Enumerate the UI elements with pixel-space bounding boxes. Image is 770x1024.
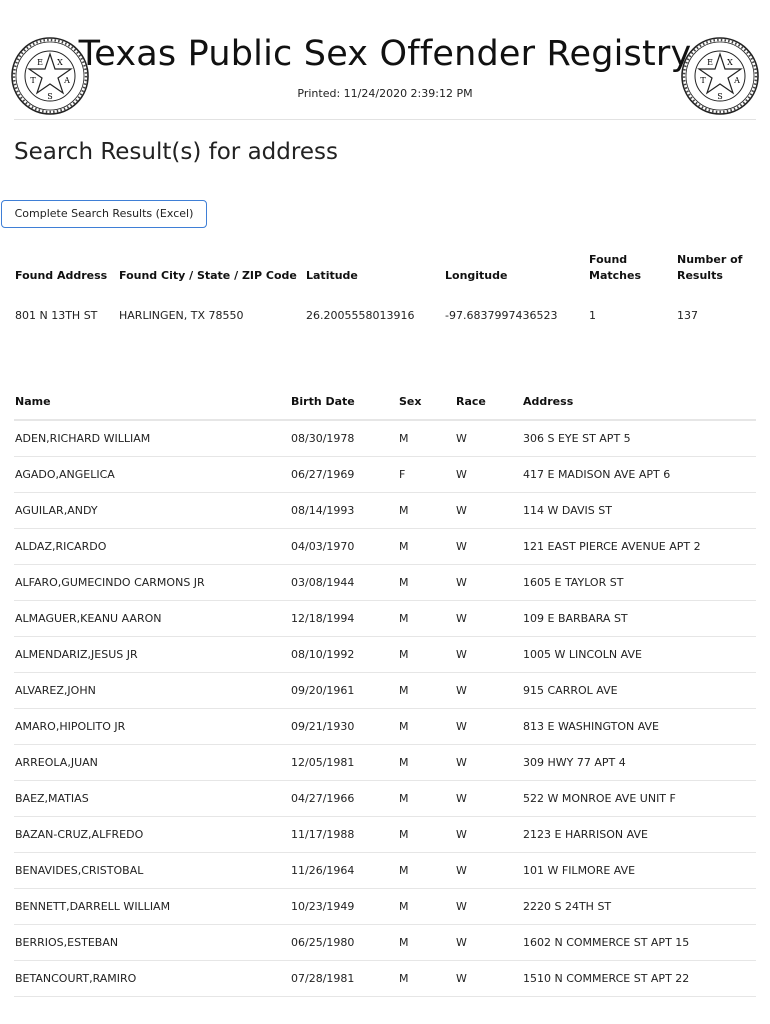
cell-name: ALFARO,GUMECINDO CARMONS JR <box>14 565 290 601</box>
cell-race: W <box>455 601 522 637</box>
cell-address: 2123 E HARRISON AVE <box>522 817 756 853</box>
cell-birth-date: 10/23/1949 <box>290 889 398 925</box>
cell-race: W <box>455 889 522 925</box>
cell-sex: M <box>398 853 455 889</box>
cell-name: BAEZ,MATIAS <box>14 781 290 817</box>
svg-text:T: T <box>700 76 706 85</box>
col-birth-date: Birth Date <box>290 386 398 420</box>
cell-birth-date: 09/20/1961 <box>290 673 398 709</box>
cell-address: 306 S EYE ST APT 5 <box>522 420 756 457</box>
cell-birth-date: 08/14/1993 <box>290 493 398 529</box>
offender-results-table <box>14 386 756 997</box>
table-row <box>14 853 756 889</box>
table-row <box>14 925 756 961</box>
col-number-of-results: Number of Results <box>677 253 743 282</box>
cell-birth-date: 12/05/1981 <box>290 745 398 781</box>
cell-name: AGADO,ANGELICA <box>14 457 290 493</box>
svg-text:X: X <box>57 58 63 67</box>
cell-address: 101 W FILMORE AVE <box>522 853 756 889</box>
cell-name: ADEN,RICHARD WILLIAM <box>14 420 290 457</box>
cell-name: ALVAREZ,JOHN <box>14 673 290 709</box>
cell-name: AMARO,HIPOLITO JR <box>14 709 290 745</box>
cell-race: W <box>455 745 522 781</box>
svg-text:T: T <box>30 76 36 85</box>
cell-address: 417 E MADISON AVE APT 6 <box>522 457 756 493</box>
cell-birth-date: 08/30/1978 <box>290 420 398 457</box>
cell-race: W <box>455 781 522 817</box>
cell-birth-date: 08/10/1992 <box>290 637 398 673</box>
cell-sex: M <box>398 601 455 637</box>
number-of-results-value: 137 <box>677 309 698 322</box>
city-state-zip-value: HARLINGEN, TX 78550 <box>119 309 244 322</box>
cell-name: ALMAGUER,KEANU AARON <box>14 601 290 637</box>
cell-address: 1605 E TAYLOR ST <box>522 565 756 601</box>
cell-birth-date: 04/27/1966 <box>290 781 398 817</box>
cell-sex: M <box>398 637 455 673</box>
cell-birth-date: 06/27/1969 <box>290 457 398 493</box>
cell-address: 522 W MONROE AVE UNIT F <box>522 781 756 817</box>
col-address: Address <box>522 386 756 420</box>
longitude-value: -97.6837997436523 <box>445 309 558 322</box>
cell-sex: M <box>398 961 455 997</box>
cell-birth-date: 12/18/1994 <box>290 601 398 637</box>
cell-address: 915 CARROL AVE <box>522 673 756 709</box>
cell-birth-date: 07/28/1981 <box>290 961 398 997</box>
table-row <box>14 565 756 601</box>
cell-race: W <box>455 925 522 961</box>
cell-sex: F <box>398 457 455 493</box>
col-city-state-zip: Found City / State / ZIP Code <box>119 269 297 282</box>
cell-race: W <box>455 493 522 529</box>
col-found-matches: Found Matches <box>589 253 641 282</box>
cell-name: AGUILAR,ANDY <box>14 493 290 529</box>
table-row <box>14 457 756 493</box>
cell-name: BENAVIDES,CRISTOBAL <box>14 853 290 889</box>
cell-name: BETANCOURT,RAMIRO <box>14 961 290 997</box>
col-name: Name <box>14 386 290 420</box>
cell-sex: M <box>398 673 455 709</box>
cell-name: BAZAN-CRUZ,ALFREDO <box>14 817 290 853</box>
cell-birth-date: 04/03/1970 <box>290 529 398 565</box>
cell-address: 109 E BARBARA ST <box>522 601 756 637</box>
cell-race: W <box>455 565 522 601</box>
cell-sex: M <box>398 745 455 781</box>
table-row <box>14 817 756 853</box>
cell-address: 813 E WASHINGTON AVE <box>522 709 756 745</box>
excel-export-button[interactable]: Complete Search Results (Excel) <box>1 200 207 228</box>
svg-text:A: A <box>64 76 70 85</box>
cell-sex: M <box>398 493 455 529</box>
cell-birth-date: 06/25/1980 <box>290 925 398 961</box>
latitude-value: 26.2005558013916 <box>306 309 415 322</box>
cell-birth-date: 11/26/1964 <box>290 853 398 889</box>
cell-address: 114 W DAVIS ST <box>522 493 756 529</box>
svg-text:S: S <box>717 92 723 101</box>
cell-name: ARREOLA,JUAN <box>14 745 290 781</box>
cell-sex: M <box>398 889 455 925</box>
cell-race: W <box>455 457 522 493</box>
cell-address: 309 HWY 77 APT 4 <box>522 745 756 781</box>
cell-race: W <box>455 961 522 997</box>
table-row <box>14 961 756 997</box>
cell-birth-date: 03/08/1944 <box>290 565 398 601</box>
page-title: Texas Public Sex Offender Registry <box>78 34 692 74</box>
found-address-value: 801 N 13TH ST <box>15 309 98 322</box>
table-row <box>14 420 756 457</box>
table-row <box>14 637 756 673</box>
svg-text:X: X <box>727 58 733 67</box>
cell-race: W <box>455 817 522 853</box>
cell-race: W <box>455 673 522 709</box>
table-row <box>14 889 756 925</box>
table-row <box>14 745 756 781</box>
cell-sex: M <box>398 781 455 817</box>
cell-address: 121 EAST PIERCE AVENUE APT 2 <box>522 529 756 565</box>
col-sex: Sex <box>398 386 455 420</box>
table-row <box>14 601 756 637</box>
cell-birth-date: 11/17/1988 <box>290 817 398 853</box>
cell-address: 1602 N COMMERCE ST APT 15 <box>522 925 756 961</box>
cell-name: BENNETT,DARRELL WILLIAM <box>14 889 290 925</box>
cell-birth-date: 09/21/1930 <box>290 709 398 745</box>
cell-race: W <box>455 637 522 673</box>
address-summary-table <box>14 252 756 348</box>
cell-address: 1005 W LINCOLN AVE <box>522 637 756 673</box>
cell-race: W <box>455 420 522 457</box>
printed-timestamp: Printed: 11/24/2020 2:39:12 PM <box>297 87 473 100</box>
table-row <box>14 709 756 745</box>
table-row <box>14 781 756 817</box>
col-race: Race <box>455 386 522 420</box>
found-matches-value: 1 <box>589 309 596 322</box>
cell-name: ALDAZ,RICARDO <box>14 529 290 565</box>
cell-sex: M <box>398 420 455 457</box>
address-summary-row <box>14 284 756 348</box>
cell-sex: M <box>398 817 455 853</box>
col-latitude: Latitude <box>306 269 358 282</box>
cell-race: W <box>455 709 522 745</box>
cell-sex: M <box>398 709 455 745</box>
svg-text:A: A <box>734 76 740 85</box>
cell-sex: M <box>398 565 455 601</box>
table-row <box>14 529 756 565</box>
table-row <box>14 673 756 709</box>
search-results-heading: Search Result(s) for address <box>14 139 338 165</box>
cell-race: W <box>455 853 522 889</box>
svg-text:E: E <box>707 58 713 67</box>
col-longitude: Longitude <box>445 269 508 282</box>
seal-letter: E <box>37 58 43 67</box>
col-found-address: Found Address <box>15 269 108 282</box>
cell-race: W <box>455 529 522 565</box>
cell-name: BERRIOS,ESTEBAN <box>14 925 290 961</box>
cell-address: 2220 S 24TH ST <box>522 889 756 925</box>
cell-sex: M <box>398 529 455 565</box>
cell-address: 1510 N COMMERCE ST APT 22 <box>522 961 756 997</box>
header-divider <box>14 119 756 120</box>
cell-name: ALMENDARIZ,JESUS JR <box>14 637 290 673</box>
table-row <box>14 493 756 529</box>
svg-text:S: S <box>47 92 53 101</box>
cell-sex: M <box>398 925 455 961</box>
